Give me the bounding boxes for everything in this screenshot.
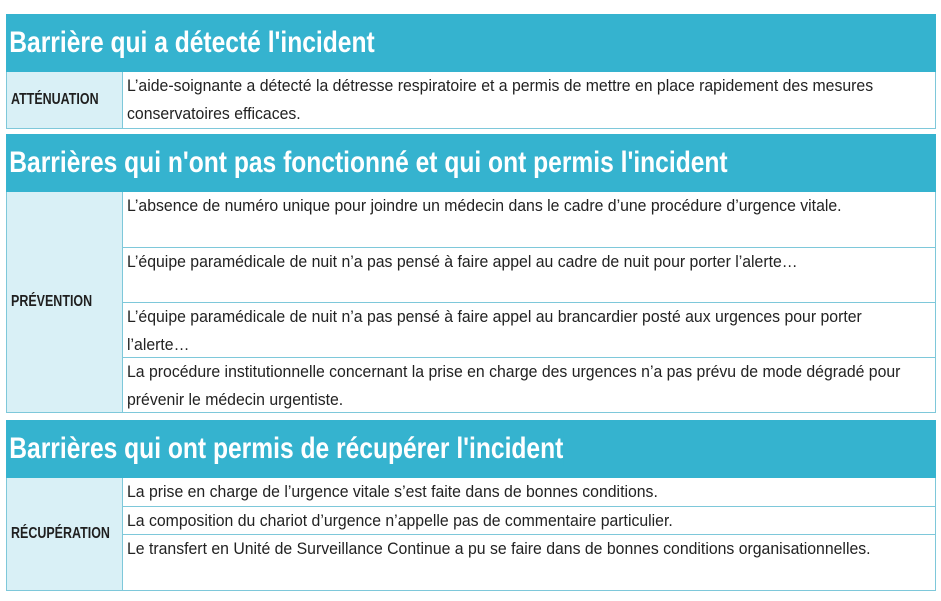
section-title: Barrières qui n'ont pas fonctionné et qui ont permis l'incident (6, 146, 728, 180)
table-row: L’absence de numéro unique pour joindre un médecin dans le cadre d’une procédure d’urgence vitale. (127, 196, 842, 215)
section-title: Barrière qui a détecté l'incident (6, 26, 375, 60)
table-row: La composition du chariot d’urgence n’appelle pas de commentaire particulier. (123, 506, 935, 534)
barrier-label: PRÉVENTION (7, 192, 123, 412)
section-recovery (6, 420, 936, 591)
section-title: Barrières qui ont permis de récupérer l'incident (6, 432, 563, 466)
table-row: La prise en charge de l’urgence vitale s’est faite dans de bonnes conditions. (127, 482, 658, 501)
section-detection (6, 14, 936, 129)
table-row: L’équipe paramédicale de nuit n’a pas pensé à faire appel au cadre de nuit pour porter l’alerte… (123, 247, 935, 302)
barrier-label: ATTÉNUATION (7, 72, 123, 128)
table-row: Le transfert en Unité de Surveillance Continue a pu se faire dans de bonnes conditions organisationnelles. (123, 534, 935, 590)
table-row: L’aide-soignante a détecté la détresse respiratoire et a permis de mettre en place rapidement des mesures conservatoires efficaces. (127, 76, 874, 123)
table-row: La procédure institutionnelle concernant la prise en charge des urgences n’a pas prévu de mode dégradé pour prévenir le médecin urgentiste. (123, 357, 935, 412)
barrier-label: RÉCUPÉRATION (7, 478, 123, 590)
section-prevention (6, 134, 936, 413)
table-row: L’équipe paramédicale de nuit n’a pas pensé à faire appel au brancardier posté aux urgences pour porter l’alerte… (123, 302, 935, 357)
